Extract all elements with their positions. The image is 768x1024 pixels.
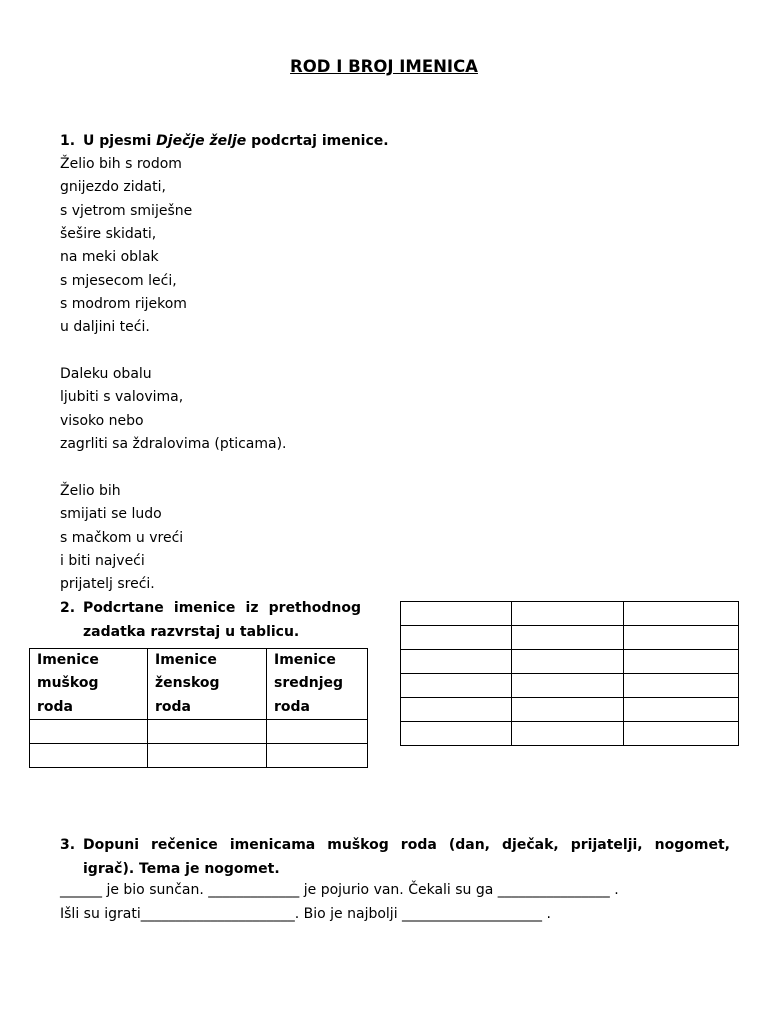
empty-grid-table — [400, 601, 739, 746]
answer-cell[interactable] — [401, 722, 512, 746]
task-3-word: prijatelji, — [570, 837, 643, 853]
task-1-number: 1. — [60, 133, 76, 149]
table-row — [401, 650, 739, 674]
table-row — [401, 722, 739, 746]
fill-in-sentence-line[interactable]: Išli su igrati______________________. Bio je najbolji ____________________ . — [60, 906, 551, 922]
task-1-instruction — [60, 133, 389, 149]
header-text: Imenice — [37, 652, 99, 668]
task-2-word: iz — [245, 600, 259, 616]
task-3-number: 3. — [60, 837, 76, 853]
poem-line: zagrliti sa ždralovima (pticama). — [60, 436, 287, 453]
task-3-word: dječak, — [502, 837, 559, 853]
answer-cell[interactable] — [624, 722, 739, 746]
poem-line: u daljini teći. — [60, 319, 150, 336]
task-2-line-2: zadatka razvrstaj u tablicu. — [83, 623, 300, 640]
answer-cell[interactable] — [512, 722, 624, 746]
task-3-word: Dopuni — [83, 837, 139, 853]
task-2-number: 2. — [60, 600, 76, 616]
answer-cell[interactable] — [401, 698, 512, 722]
header-text: roda — [274, 698, 310, 715]
task-2-number-and-word — [60, 597, 164, 621]
poem-title: Dječje želje — [156, 133, 247, 149]
answer-cell[interactable] — [512, 698, 624, 722]
task-3-line-1 — [60, 834, 730, 858]
answer-cell[interactable] — [148, 719, 267, 743]
poem-line: prijatelj sreći. — [60, 576, 155, 593]
header-text: muškog — [37, 675, 99, 692]
poem-line: Želio bih s rodom — [60, 156, 182, 172]
answer-cell[interactable] — [267, 743, 368, 767]
task-2-word: imenice — [173, 600, 236, 616]
task-3-line-2: igrač). Tema je nogomet. — [83, 860, 280, 877]
poem-line: s mačkom u vreći — [60, 529, 184, 546]
poem-line: Želio bih — [60, 482, 121, 499]
header-feminine — [148, 649, 267, 720]
task-2-instruction — [60, 597, 361, 644]
task-3-instruction — [60, 834, 730, 881]
answer-cell[interactable] — [512, 650, 624, 674]
task-2-word: Podcrtane — [83, 600, 164, 616]
answer-cell[interactable] — [401, 674, 512, 698]
answer-cell[interactable] — [512, 626, 624, 650]
header-text: roda — [155, 698, 191, 715]
header-text: srednjeg — [274, 675, 344, 692]
task-3-word: rečenice — [151, 837, 218, 853]
stanza-break — [60, 456, 287, 479]
poem — [60, 153, 287, 597]
header-neuter — [267, 649, 368, 720]
table-row — [30, 719, 368, 743]
poem-line: smijati se ludo — [60, 506, 162, 523]
task-1-text-after: podcrtaj imenice. — [246, 133, 389, 149]
answer-cell[interactable] — [512, 602, 624, 626]
page-title: ROD I BROJ IMENICA — [290, 57, 478, 76]
table-row — [401, 698, 739, 722]
answer-cell[interactable] — [401, 626, 512, 650]
poem-line: i biti najveći — [60, 552, 145, 569]
fill-in-sentence-line[interactable]: ______ je bio sunčan. _____________ je pojurio van. Čekali su ga ________________ . — [60, 882, 619, 898]
table-header-row — [30, 649, 368, 720]
header-text: Imenice — [274, 652, 336, 668]
answer-cell[interactable] — [401, 650, 512, 674]
answer-cell[interactable] — [401, 602, 512, 626]
answer-cell[interactable] — [512, 674, 624, 698]
poem-line: ljubiti s valovima, — [60, 389, 184, 406]
answer-cell[interactable] — [624, 650, 739, 674]
poem-line: na meki oblak — [60, 249, 159, 266]
answer-cell[interactable] — [30, 719, 148, 743]
answer-cell[interactable] — [267, 719, 368, 743]
poem-line: s mjesecom leći, — [60, 272, 177, 289]
task-3-word: imenicama — [229, 837, 316, 853]
answer-cell[interactable] — [30, 743, 148, 767]
poem-line: šešire skidati, — [60, 226, 157, 243]
task-3-word: muškog — [327, 837, 389, 853]
answer-cell[interactable] — [624, 698, 739, 722]
poem-line: gnijezdo zidati, — [60, 179, 166, 196]
header-masculine — [30, 649, 148, 720]
answer-cell[interactable] — [624, 674, 739, 698]
table-row — [401, 626, 739, 650]
task-1-text-before: U pjesmi — [83, 133, 157, 149]
task-3-word: (dan, — [448, 837, 490, 853]
answer-cell[interactable] — [624, 626, 739, 650]
table-row — [401, 602, 739, 626]
answer-cell[interactable] — [148, 743, 267, 767]
table-row — [30, 743, 368, 767]
task-2-word: prethodnog — [268, 600, 361, 616]
header-text: Imenice — [155, 652, 217, 668]
noun-gender-table — [29, 648, 368, 768]
task-3-number-and-word — [60, 834, 139, 858]
poem-line: Daleku obalu — [60, 366, 152, 383]
header-text: roda — [37, 698, 73, 715]
poem-line: visoko nebo — [60, 412, 144, 429]
stanza-break — [60, 340, 287, 363]
task-3-word: roda — [400, 837, 437, 853]
header-text: ženskog — [155, 675, 220, 692]
task-3-word: nogomet, — [654, 837, 730, 853]
poem-line: s vjetrom smiješne — [60, 202, 193, 219]
poem-line: s modrom rijekom — [60, 296, 187, 313]
answer-cell[interactable] — [624, 602, 739, 626]
table-row — [401, 674, 739, 698]
task-2-line-1 — [60, 597, 361, 621]
